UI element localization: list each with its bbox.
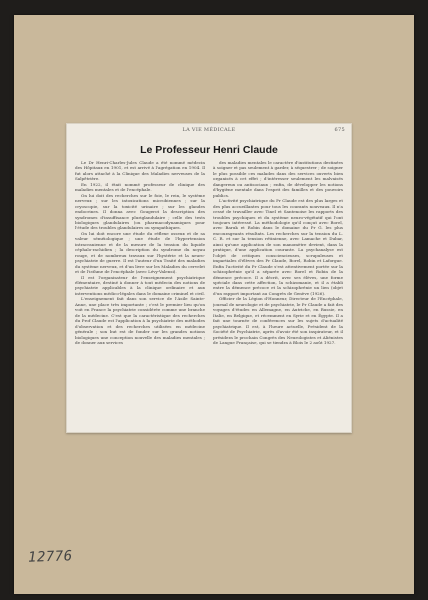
- right-column: [213, 160, 343, 426]
- handwritten-catalog-number: 12776: [27, 548, 73, 566]
- journal-name: LA VIE MÉDICALE: [182, 127, 236, 133]
- paragraph: L'activité psychiatrique du Pr Claude est des plus larges et des plus accueillantes pour tous les courants nouveaux. Il n'a cessé de travailler avec Tinel et Santenoise les rapports des troubles psychiques et du système neuro-végétatif qui l'ont toujours intéressé. La méthodologie qu'il conçut avec Borel, avec Baruk et Robin dans le domaine du Pr G. les plus encourageants résultats. Les recherches sur la tension du L. C. R. et sur la tension rétinienne, avec Lamache et Dubar, ainsi qu'une application de son manomètre devient, dans la pratique, d'une application courante. La psychanalyse est l'objet de critiques consciencieuses, scrupuleuses et impartiales d'élèves des Pr Claude, Borel, Robin et Laforgue. Enfin l'activité du Pr Claude s'est attentivement portée sur la schizophrénie qu'il a séparée avec Borel et Robin de la démence précoce. Il a décrit, avec ses élèves, une forme spéciale dans cette affection, la schizomanie, et il a établi entre la démence précoce et la schizophrénie un lien (objet d'un rapport important au Congrès de Genève (1926).: [213, 198, 343, 296]
- paragraph: Officier de la Légion d'Honneur, Directeur de l'Encéphale, journal de neurologie et de psychiatrie, le Pr Claude a fait des voyages d'études en Allemagne, en Autriche, en Russie, en Italie, en Belgique, et récemment en Syrie et en Égypte. Il a fait une tournée de conférences sur les sujets d'actualité psychiatrique. Il est, à l'heure actuelle, Président de la Société de Psychiatrie, après d'avoir été son inspirateur, et il présidera le prochain Congrès des Neurologistes et Aliénistes de Langue Française, qui se tiendra à Blois le 2 août 1927.: [213, 296, 343, 345]
- left-column: [75, 160, 205, 426]
- running-header: [67, 127, 351, 135]
- paragraph: On lui doit encore une étude du réflexe osseux et de sa valeur séméiologique ; une étude de l'hypertension intracranienne et de la mesure de la tension du liquide céphalo-rachidien ; la description du syndrome du noyau rouge, et de nombreux travaux sur l'hystérie et la neuro-psychiatrie de guerre. Il est l'auteur d'un Traité des maladies du système nerveux, et d'un livre sur les Maladies du cervelet et de l'isthme de l'encéphale (avec Lévy-Valensi).: [75, 230, 205, 275]
- paragraph: En 1922, il était nommé professeur de clinique des maladies mentales et de l'encéphale.: [75, 181, 205, 193]
- article-title: Le Professeur Henri Claude: [140, 144, 278, 156]
- paragraph: Il est l'organisateur de l'enseignement psychiatrique élémentaire, destiné à donner à tout médecin des notions de psychiatrie applicables à la clinique ordinaire et aux interventions médico-légales dans le domaine criminel et civil.: [75, 274, 205, 296]
- paragraph: Le Dr Henri-Charles-Jules Claude a été nommé médecin des Hôpitaux en 1901, et est arrivé à l'agrégation en 1904. Il fut alors attaché à la Clinique des Maladies nerveuses de la Salpêtrière.: [75, 160, 205, 182]
- newspaper-clipping: [66, 123, 352, 433]
- paragraph: des maladies mentales le caractère d'institutions destinées à soigner et pas seulement à garder, à séquestrer ; de soigner le plus possible ces malades dans des services ouverts bien organisés à cet effet ; d'intéresser seulement les malvaisés dangereux ou antisociaux ; enfin, de développer les notions d'hygiène mentale dans l'esprit des familles et des pouvoirs publics.: [213, 160, 343, 198]
- page-number: 675: [334, 127, 345, 133]
- paragraph: L'enseignement fait dans son service de l'Asile Sainte-Anne, une place très importante ; c'est le premier lieu qu'on voit en France la psychiatrie considérée comme une branche de la médecine. C'est que la caractéristique des recherches du Prof Claude est l'application à la psychiatrie des méthodes d'observation et des recherches utilisées en médecine générale ; son but est de fonder sur les grandes notions biologiques une conception nouvelle des maladies mentales ; de donner aux services: [75, 296, 205, 345]
- paragraph: On lui doit des recherches sur le foie, le rein, le système nerveux ; sur les intoxications microbiennes ; sur la cryoscopie, sur la toxicité urinaire ; sur les glandes endocrines. Il donna avec Gougerot la description des syndromes d'insuffisance pluriglandulaire ; celle des tests biologiques glandulaires (ou pharmacodynamiques pour l'étude des troubles glandulaires ou sympathiques.: [75, 192, 205, 231]
